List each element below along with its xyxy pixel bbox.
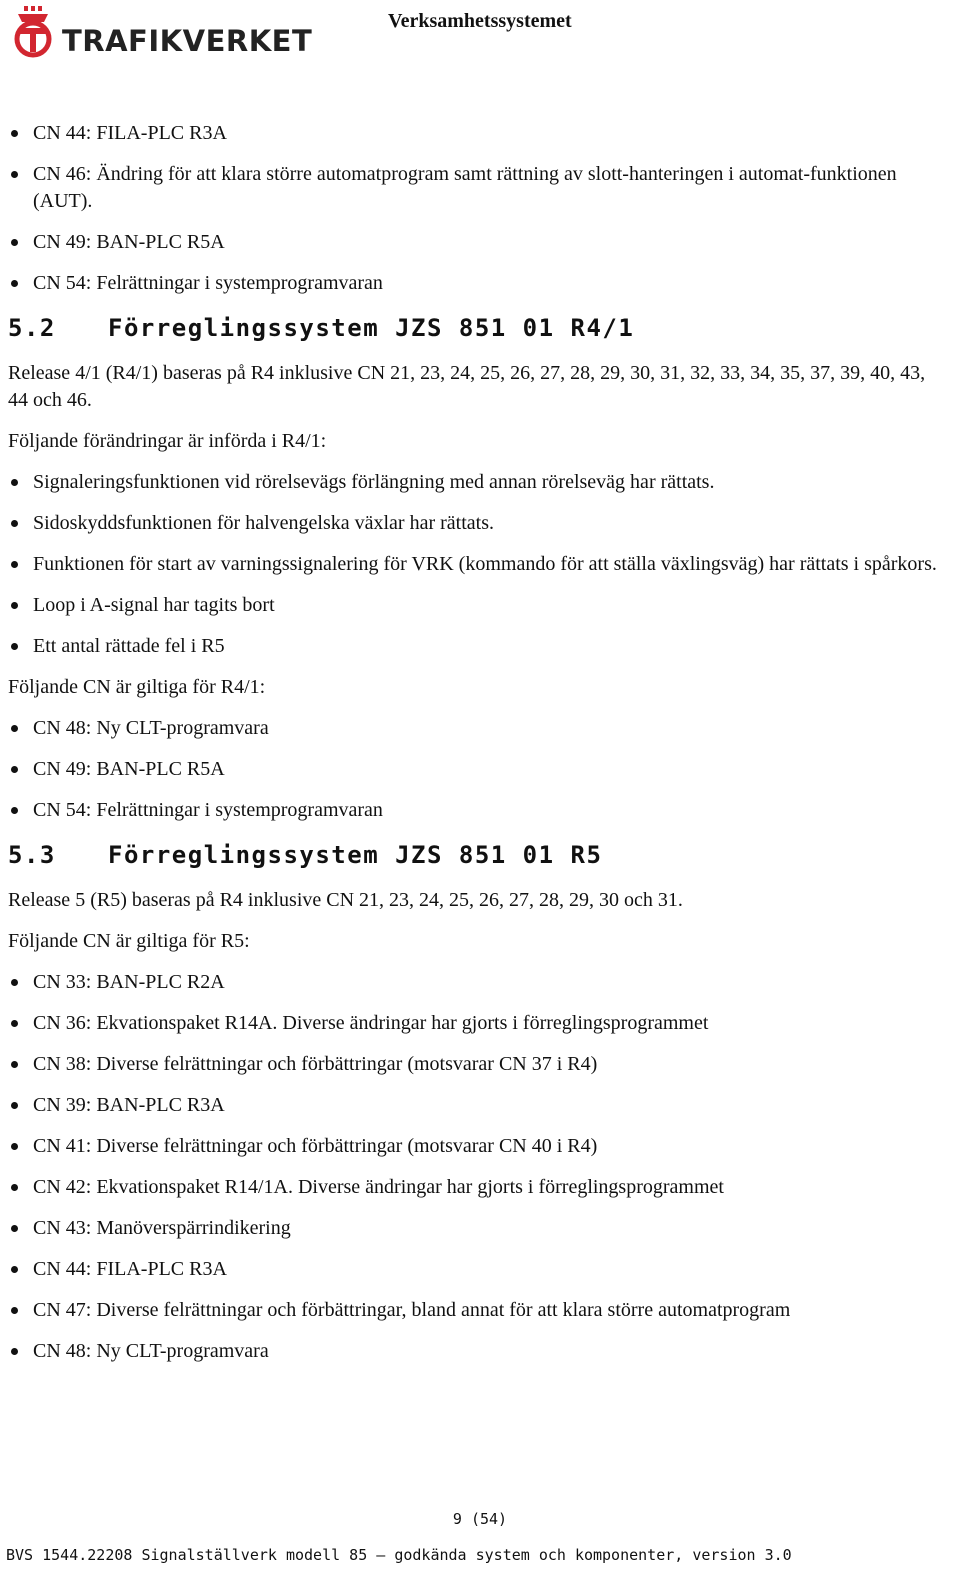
- list-item: CN 46: Ändring för att klara större automatprogram samt rättning av slott-hanteringen i automat-funktionen (AUT).: [8, 161, 948, 215]
- paragraph: Följande CN är giltiga för R5:: [8, 930, 250, 952]
- paragraph: Följande CN är giltiga för R4/1:: [8, 676, 266, 698]
- list-item: CN 36: Ekvationspaket R14A. Diverse ändringar har gjorts i förreglingsprogrammet: [8, 1010, 948, 1037]
- list-item: Funktionen för start av varningssignalering för VRK (kommando för att ställa växlingsväg) har rättats i spårkors.: [8, 551, 948, 578]
- list-item: CN 33: BAN-PLC R2A: [8, 969, 948, 996]
- list-item: Ett antal rättade fel i R5: [8, 633, 948, 660]
- list-item: Sidoskyddsfunktionen för halvengelska växlar har rättats.: [8, 510, 948, 537]
- list-item: CN 54: Felrättningar i systemprogramvaran: [8, 270, 948, 297]
- list-item: CN 44: FILA-PLC R3A: [8, 120, 948, 147]
- list-item: CN 48: Ny CLT-programvara: [8, 1338, 948, 1365]
- document-footer: BVS 1544.22208 Signalställverk modell 85 – godkända system och komponenter, version 3.0: [6, 1546, 792, 1564]
- header-title: Verksamhetssystemet: [388, 10, 572, 32]
- changes-list-r4-1: [8, 469, 948, 660]
- list-item: CN 49: BAN-PLC R5A: [8, 229, 948, 256]
- list-item: CN 39: BAN-PLC R3A: [8, 1092, 948, 1119]
- list-item: CN 54: Felrättningar i systemprogramvaran: [8, 797, 948, 824]
- list-item: CN 42: Ekvationspaket R14/1A. Diverse ändringar har gjorts i förreglingsprogrammet: [8, 1174, 948, 1201]
- page-content: [8, 120, 948, 1379]
- section-heading-5-2: [8, 315, 948, 342]
- paragraph: Följande förändringar är införda i R4/1:: [8, 430, 327, 452]
- section-title: Förreglingssystem JZS 851 01 R4/1: [108, 314, 635, 342]
- section-title: Förreglingssystem JZS 851 01 R5: [108, 841, 603, 869]
- list-item: CN 43: Manöverspärrindikering: [8, 1215, 948, 1242]
- section-number: 5.3: [8, 841, 56, 869]
- page-number: 9 (54): [452, 1510, 508, 1528]
- list-item: CN 38: Diverse felrättningar och förbättringar (motsvarar CN 37 i R4): [8, 1051, 948, 1078]
- section-heading-5-3: [8, 842, 948, 869]
- cn-list-r4-1: [8, 715, 948, 824]
- list-item: Loop i A-signal har tagits bort: [8, 592, 948, 619]
- list-item: CN 48: Ny CLT-programvara: [8, 715, 948, 742]
- section-number: 5.2: [8, 314, 56, 342]
- list-item: CN 47: Diverse felrättningar och förbättringar, bland annat för att klara större automatprogram: [8, 1297, 948, 1324]
- list-item: CN 49: BAN-PLC R5A: [8, 756, 948, 783]
- paragraph: Release 5 (R5) baseras på R4 inklusive CN 21, 23, 24, 25, 26, 27, 28, 29, 30 och 31.: [8, 889, 683, 911]
- crown-emblem-icon: [10, 6, 56, 58]
- cn-list-r4: [8, 120, 948, 297]
- list-item: Signaleringsfunktionen vid rörelsevägs förlängning med annan rörelseväg har rättats.: [8, 469, 948, 496]
- paragraph: Release 4/1 (R4/1) baseras på R4 inklusive CN 21, 23, 24, 25, 26, 27, 28, 29, 30, 31, 32, 33, 34, 35, 37, 39, 40, 43, 44 och 46.: [8, 362, 926, 411]
- list-item: CN 41: Diverse felrättningar och förbättringar (motsvarar CN 40 i R4): [8, 1133, 948, 1160]
- trafikverket-logo: [10, 6, 313, 62]
- cn-list-r5: [8, 969, 948, 1365]
- logo-text: TRAFIKVERKET: [62, 24, 313, 58]
- list-item: CN 44: FILA-PLC R3A: [8, 1256, 948, 1283]
